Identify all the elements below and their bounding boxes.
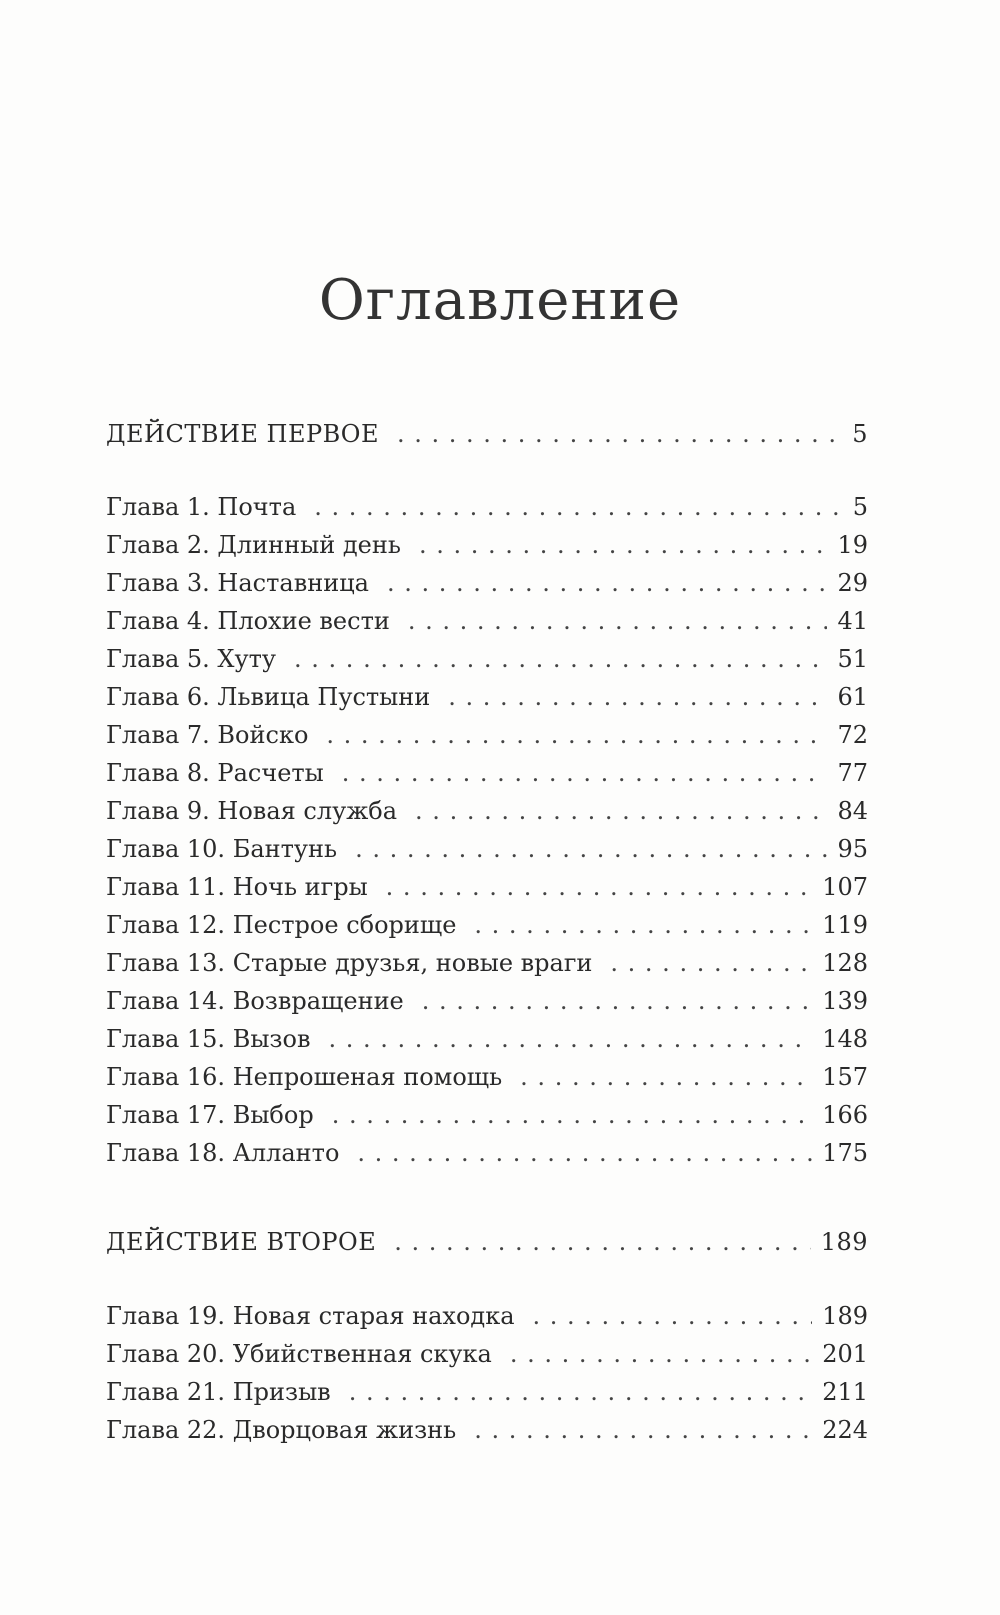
toc-page-number: 19 — [837, 531, 868, 559]
toc-entry-label: Глава 16. Непрошеная помощь — [106, 1063, 503, 1091]
toc-entry-label: Глава 22. Дворцовая жизнь — [106, 1416, 457, 1444]
toc-part-label: ДЕЙСТВИЕ ПЕРВОЕ — [106, 420, 379, 448]
dot-leader — [474, 1416, 812, 1444]
toc-entry-label: Глава 6. Львица Пустыни — [106, 683, 431, 711]
toc-entry-label: Глава 8. Расчеты — [106, 759, 324, 787]
toc-page-number: 107 — [822, 873, 868, 901]
toc-entry[interactable] — [106, 531, 868, 569]
toc-entry[interactable] — [106, 759, 868, 797]
toc-entry-label: Глава 12. Пестрое сборище — [106, 911, 457, 939]
toc-page-number: 5 — [852, 493, 868, 521]
toc-part-label: ДЕЙСТВИЕ ВТОРОЕ — [106, 1228, 377, 1256]
dot-leader — [294, 645, 827, 673]
toc-page-number: 166 — [822, 1101, 868, 1129]
toc-entry[interactable] — [106, 911, 868, 949]
toc-part-heading[interactable] — [106, 420, 868, 458]
dot-leader — [422, 987, 812, 1015]
toc-entry-label: Глава 2. Длинный день — [106, 531, 401, 559]
toc-entry-label: Глава 21. Призыв — [106, 1378, 331, 1406]
toc-part-1 — [106, 420, 868, 458]
dot-leader — [328, 1025, 812, 1053]
dot-leader — [386, 873, 813, 901]
page-title: Оглавление — [318, 268, 682, 333]
toc-entry[interactable] — [106, 949, 868, 987]
toc-page-number: 29 — [837, 569, 868, 597]
toc-entry[interactable] — [106, 645, 868, 683]
toc-entry[interactable] — [106, 1025, 868, 1063]
toc-entry[interactable] — [106, 1416, 868, 1454]
toc-entry-label: Глава 5. Хуту — [106, 645, 277, 673]
dot-leader — [510, 1340, 812, 1368]
dot-leader — [355, 835, 827, 863]
dot-leader — [332, 1101, 812, 1129]
toc-entry[interactable] — [106, 721, 868, 759]
toc-entry-label: Глава 17. Выбор — [106, 1101, 314, 1129]
toc-entry[interactable] — [106, 683, 868, 721]
toc-page-number: 189 — [822, 1302, 868, 1330]
toc-entry[interactable] — [106, 873, 868, 911]
dot-leader — [342, 759, 828, 787]
toc-page-number: 61 — [837, 683, 868, 711]
toc-page-number: 157 — [822, 1063, 868, 1091]
toc-entry-label: Глава 11. Ночь игры — [106, 873, 368, 901]
dot-leader — [415, 797, 827, 825]
dot-leader — [349, 1378, 813, 1406]
dot-leader — [387, 569, 828, 597]
dot-leader — [408, 607, 828, 635]
toc-entry-label: Глава 15. Вызов — [106, 1025, 311, 1053]
toc-page-number: 201 — [822, 1340, 868, 1368]
toc-entry[interactable] — [106, 1378, 868, 1416]
toc-page-number: 41 — [837, 607, 868, 635]
toc-page-number: 189 — [820, 1228, 868, 1256]
toc-entry-label: Глава 3. Наставница — [106, 569, 369, 597]
toc-entry-label: Глава 7. Войско — [106, 721, 309, 749]
toc-page-number: 77 — [837, 759, 868, 787]
toc-page-number: 175 — [822, 1139, 868, 1167]
toc-entry[interactable] — [106, 1139, 868, 1177]
toc-entry-label: Глава 13. Старые друзья, новые враги — [106, 949, 593, 977]
dot-leader — [357, 1139, 812, 1167]
toc-page-number: 119 — [822, 911, 868, 939]
toc-page-number: 211 — [822, 1378, 868, 1406]
toc-entry[interactable] — [106, 607, 868, 645]
toc-entry-label: Глава 19. Новая старая находка — [106, 1302, 515, 1330]
toc-page-number: 139 — [822, 987, 868, 1015]
toc-entry[interactable] — [106, 1063, 868, 1101]
toc-page-number: 5 — [852, 420, 868, 448]
toc-entry[interactable] — [106, 797, 868, 835]
toc-chapter-list-1 — [106, 493, 868, 1177]
dot-leader — [394, 1228, 810, 1256]
dot-leader — [419, 531, 828, 559]
toc-entry-label: Глава 18. Алланто — [106, 1139, 340, 1167]
dot-leader — [314, 493, 842, 521]
dot-leader — [610, 949, 812, 977]
toc-entry-label: Глава 1. Почта — [106, 493, 297, 521]
dot-leader — [326, 721, 827, 749]
dot-leader — [533, 1302, 813, 1330]
toc-chapter-list-2 — [106, 1302, 868, 1454]
toc-page-number: 148 — [822, 1025, 868, 1053]
toc-page-number: 95 — [837, 835, 868, 863]
dot-leader — [474, 911, 812, 939]
toc-entry[interactable] — [106, 493, 868, 531]
toc-page-number: 84 — [837, 797, 868, 825]
toc-part-2 — [106, 1228, 868, 1266]
toc-entry[interactable] — [106, 835, 868, 873]
toc-entry-label: Глава 14. Возвращение — [106, 987, 404, 1015]
toc-page-number: 224 — [822, 1416, 868, 1444]
toc-entry[interactable] — [106, 1340, 868, 1378]
toc-entry[interactable] — [106, 1302, 868, 1340]
toc-entry-label: Глава 20. Убийственная скука — [106, 1340, 492, 1368]
toc-entry[interactable] — [106, 569, 868, 607]
toc-entry[interactable] — [106, 987, 868, 1025]
toc-entry-label: Глава 9. Новая служба — [106, 797, 398, 825]
toc-part-heading[interactable] — [106, 1228, 868, 1266]
dot-leader — [520, 1063, 812, 1091]
toc-entry-label: Глава 10. Бантунь — [106, 835, 338, 863]
toc-entry[interactable] — [106, 1101, 868, 1139]
toc-entry-label: Глава 4. Плохие вести — [106, 607, 390, 635]
toc-page-number: 51 — [837, 645, 868, 673]
toc-page-number: 72 — [837, 721, 868, 749]
dot-leader — [448, 683, 827, 711]
dot-leader — [397, 420, 842, 448]
toc-page-number: 128 — [822, 949, 868, 977]
